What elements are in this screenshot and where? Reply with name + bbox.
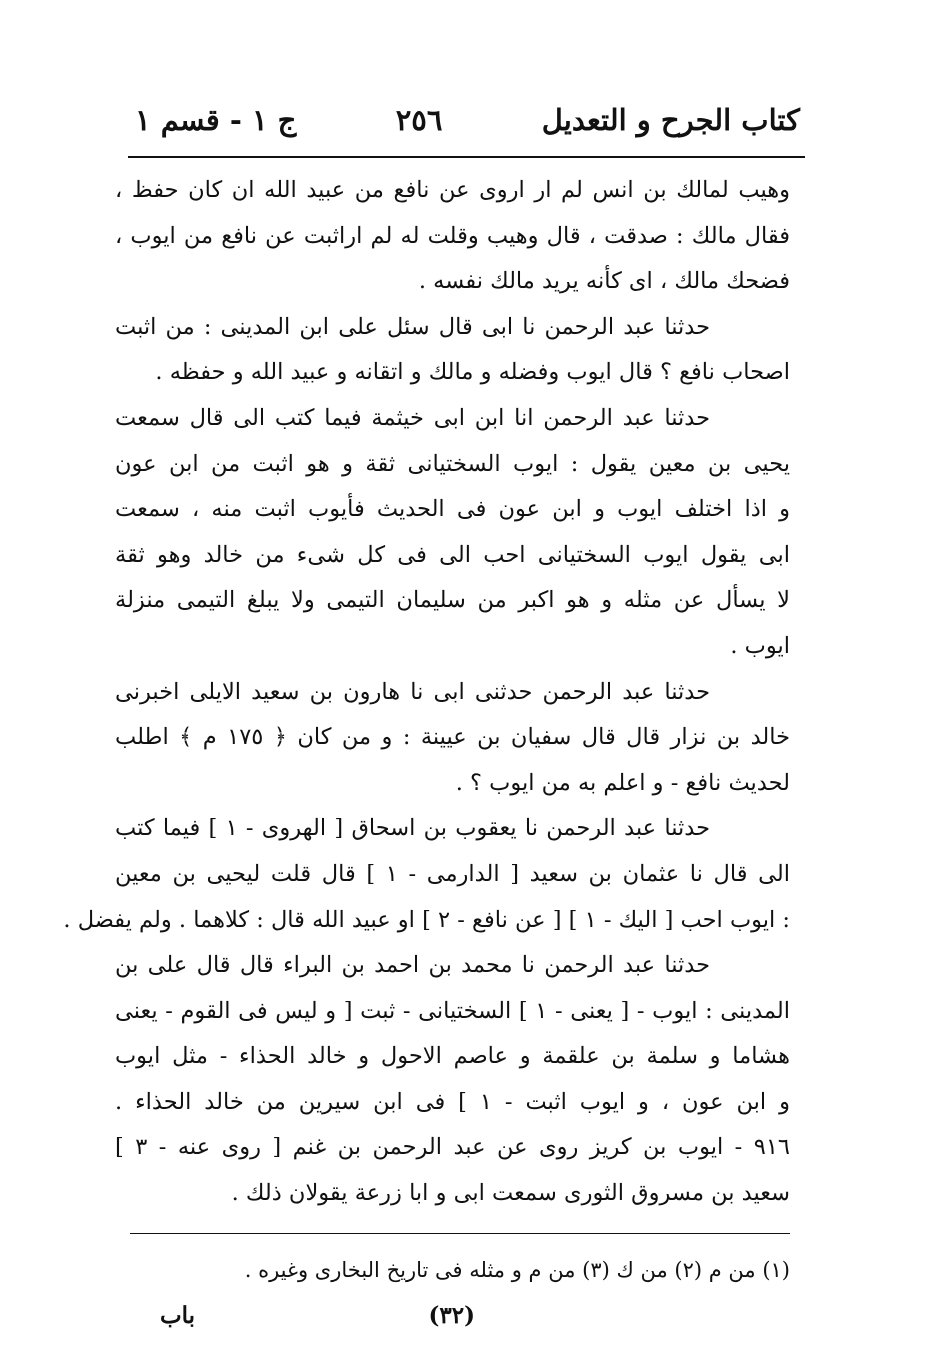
text-line: يحيى بن معين يقول : ايوب السختيانى ثقة و هو اثبت من ابن عون — [115, 450, 790, 477]
text-line: المدينى : ايوب - [ يعنى - ١ ] السختيانى - ثبت [ و ليس فى القوم - يعنى — [115, 997, 791, 1024]
volume-label: ج ١ - قسم ١ — [135, 103, 297, 137]
text-line: هشاما و سلمة بن علقمة و عاصم الاحول و خالد الحذاء - مثل ايوب — [115, 1043, 790, 1070]
text-line: وهيب لمالك بن انس لم ار اروى عن نافع من عبيد الله ان كان حفظ ، — [115, 177, 790, 203]
entry-heading: ٩١٦ - ايوب بن كريز روى عن عبد الرحمن بن غنم [ روى عنه - ٣ ] — [115, 1134, 790, 1161]
text-line: حدثنا عبد الرحمن حدثنى ابى نا هارون بن سعيد الايلى اخبرنى — [115, 678, 710, 705]
text-line: و اذا اختلف ايوب و ابن عون فى الحديث فأيوب اثبت منه ، سمعت — [115, 496, 790, 523]
text-line: ايوب . — [730, 632, 790, 659]
page-footer — [160, 1295, 780, 1335]
text-line: اصحاب نافع ؟ قال ايوب وفضله و مالك و اتقانه و عبيد الله و حفظه . — [155, 359, 790, 386]
text-line: حدثنا عبد الرحمن نا محمد بن احمد بن البراء قال قال على بن — [115, 952, 710, 979]
text-line: سعيد بن مسروق الثورى سمعت ابى و ابا زرعة يقولان ذلك . — [231, 1180, 790, 1207]
header-rule — [128, 156, 805, 158]
text-line: حدثنا عبد الرحمن نا يعقوب بن اسحاق [ الهروى - ١ ] فيما كتب — [115, 815, 710, 842]
text-line: الى قال نا عثمان بن سعيد [ الدارمى - ١ ] قال قلت ليحيى بن معين — [115, 860, 791, 887]
page-number: ٢٥٦ — [395, 103, 443, 137]
text-line: : ايوب احب [ اليك - ١ ] [ عن نافع - ٢ ] او عبيد الله قال : كلاهما . ولم يفضل . — [63, 906, 790, 933]
text-line: و ابن عون ، و ايوب اثبت - ١ ] فى ابن سيرين من خالد الحذاء . — [115, 1088, 790, 1115]
text-line: لا يسأل عن مثله و هو اكبر من سليمان التيمى ولا يبلغ التيمى منزلة — [115, 587, 790, 614]
text-line: ابى يقول ايوب السختيانى احب الى فى كل شىء من خالد وهو ثقة — [115, 541, 790, 568]
text-line: فقال مالك : صدقت ، قال وهيب وقلت له لم اراثبت عن نافع من ايوب ، — [115, 222, 790, 249]
footnote: (١) من م (٢) من ك (٣) من م و مثله فى تاريخ البخارى وغيره . — [244, 1258, 790, 1282]
text-line: لحديث نافع - و اعلم به من ايوب ؟ . — [455, 769, 790, 796]
signature-mark: (٣٢) — [428, 1301, 475, 1329]
catchword: باب — [160, 1301, 196, 1329]
text-line: حدثنا عبد الرحمن نا ابى قال سئل على ابن المدينى : من اثبت — [115, 313, 710, 340]
text-line: فضحك مالك ، اى كأنه يريد مالك نفسه . — [418, 268, 790, 295]
text-line: خالد بن نزار قال قال سفيان بن عيينة : و من كان ﴿ ١٧٥ م ﴾ اطلب — [115, 724, 790, 751]
running-header — [135, 92, 800, 148]
footnote-rule — [130, 1233, 790, 1234]
text-line: حدثنا عبد الرحمن انا ابن ابى خيثمة فيما كتب الى قال سمعت — [115, 404, 710, 431]
book-title: كتاب الجرح و التعديل — [541, 103, 800, 137]
main-text — [63, 168, 791, 1217]
